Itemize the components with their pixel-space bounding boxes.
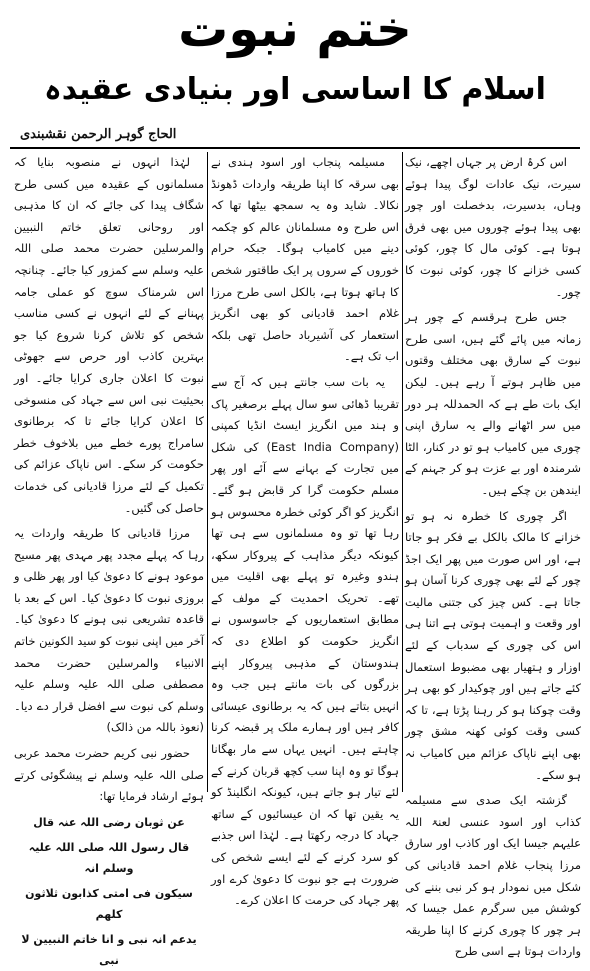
paragraph: حضور نبی کریم حضرت محمد عربی صلی اللہ علیہ وسلم نے پیشگوئی کرتے ہوئے ارشاد فرمایا تھا: [14,746,204,804]
column-left [14,152,204,967]
paragraph: یہ بات سب جانتے ہیں کہ آج سے تقریبا ڈھائی سو سال پہلے برصغیر پاک و ہند میں انگریز ایسٹ انڈیا کمپنی (East India Company) کی شکل میں تجارت کے بہانے سے آئے اور پھر مسلم حکومت گرا کر قابض ہو گئے۔ انگریز کو اگر کوئی خطرہ محسوس ہو رہا تھا تو وہ مسلمانوں سے ہی تھا کیونکہ دیگر مذاہب کے پیروکار سکھ، ہندو وغیرہ تو پہلے بھی اقلیت میں تھے۔ تحریک احمدیت کے مولف کے مطابق استعماریوں کے جاسوسوں نے انگریز حکومت کو اطلاع دی کہ ہندوستان کے مذہبی پیروکار اپنے بزرگوں کی بات مانتے ہیں جب وہ انہیں بتاتے ہیں کہ یہ برطانوی عیسائی کافر ہیں اور ہمارے ملک پر قبضہ کرنا چاہتے ہیں۔ انہیں یہاں سے مار بھگانا ہوگا تو وہ اپنا سب کچھ قربان کرنے کے لئے تیار ہو جاتے ہیں، کیونکہ انگلینڈ کو یہ یقین تھا کہ ان عیسائیوں کے ساتھ جہاد کا درجہ رکھتا ہے۔ لہٰذا اس جذبے کو سرد کرنے کے لئے ایسے شخص کی ضرورت ہے جو نبوت کا دعویٰ کرے اور پھر جہاد کی حرمت کا اعلان کرے۔ [211,374,399,908]
paragraph: جس طرح ہرقسم کے چور ہر زمانہ میں پائے گئے ہیں، اسی طرح نبوت کے سارق بھی مختلف وقتوں میں ظاہر ہوتے آ رہے ہیں۔ لیکن ایک بات طے ہے کہ الحمدللہ ہر دور میں سر اٹھانے والے یہ سارق اپنی چوری میں کامیاب ہو تو در کنار، الٹا شرمندہ اور بے عزت ہو کر جہنم کے ایندھن بن چکے ہیں۔ [405,310,581,497]
hadith-line: قال رسول اللہ صلی اللہ علیہ وسلم انہ [28,840,190,875]
paragraph: اگر چوری کا خطرہ نہ ہو تو خزانے کا مالک بالکل بے فکر ہو جاتا ہے، اور اس صورت میں پھر ایک اجڈ چور کے لئے بھی چوری کرنا آسان ہو جاتا ہے۔ کس چیز کی جتنی مالیت اور وقعت و اہمیت ہوتی ہے اتنا ہی اس کی چوری کے سدباب کے لئے اوزار و ہتھیار بھی مضبوط استعمال کئے جاتے ہیں اور چوکیدار کو بھی ہر وقت چوکنا ہو کر رہنا پڑتا ہے، تا کہ کسی وقت کوئی کھنہ مشق چور بھی اپنے ناپاک عزائم میں کامیاب نہ ہو سکے۔ [405,508,581,782]
column-right [405,152,581,959]
hadith-line: سیکون فی امتی کذابون ثلاثون کلھم [25,886,193,921]
hadith-line: عن ثوبان رضی اللہ عنہ قال [33,815,185,829]
article-subtitle: اسلام کا اساسی اور بنیادی عقیدہ [44,72,546,107]
article-title: ختم نبوت [178,0,412,58]
author-byline: الحاج گوہر الرحمن نقشبندی [20,127,177,142]
header-divider [10,147,580,149]
column-divider [402,152,403,792]
paragraph: مسیلمہ پنجاب اور اسود ہندی نے بھی سرقہ کا اپنا طریقہ واردات ڈھونڈ نکالا۔ شاید وہ یہ سمجھ بیٹھا تھا کہ اس طرح وہ مسلمانان عالم کو چکمہ دینے میں کامیاب ہوگا۔ جبکہ حرام خوروں کے سروں پر ایک طاقتور شخص کا ہاتھ ہوتا ہے، بالکل اسی طرح مرزا غلام احمد قادیانی کو بھی انگریز استعمار کی آشیرباد حاصل تھی بلکہ اب تک ہے۔ [211,155,399,364]
paragraph: مرزا قادیانی کا طریقہ واردات یہ رہا کہ پہلے مجدد پھر مہدی پھر مسیح موعود ہونے کا دعویٰ کیا اور پھر ظلی و بروزی نبوت کا دعویٰ کیا۔ اس کے بعد با قاعدہ تشریعی نبی ہونے کا دعویٰ کیا۔ آخر میں اپنی نبوت کو سید الکونین خاتم الانبیاء والمرسلین حضرت محمد مصطفی صلی اللہ علیہ وسلم علیہ وسلم کی نبوت سے افضل قرار دے دیا۔ (نعوذ باللہ من ذالک) [14,526,204,735]
paragraph: لہٰذا انہوں نے منصوبہ بنایا کہ مسلمانوں کے عقیدہ میں کسی طرح شگاف پیدا کی جائے کہ ان کا مذہبی اور روحانی تعلق خاتم النبیین والمرسلین حضرت محمد صلی اللہ علیہ وسلم سے کمزور کیا جائے۔ چنانچہ اس شرمناک سوچ کو عملی جامہ پہنانے کے لئے انہوں نے کسی مناسب شخص کو تلاش کرنا شروع کیا جو بہترین کاذب اور حرص سے جھوٹی نبوت کا اعلان جاری کرایا جائے۔ اور بحیثیت نبی اس سے جہاد کی منسوخی کا اعلان کرایا جائے تا کہ برطانوی سامراج پورے خطے میں بلاخوف خطر حکومت کر سکے۔ اس ناپاک عزائم کی تکمیل کے لئے مرزا قادیانی کی خدمات حاصل کی گئیں۔ [14,155,204,515]
paragraph: گزشتہ ایک صدی سے مسیلمہ کذاب اور اسود عنسی لعنۃ اللہ علیہم جیسا ایک اور کاذب اور سارق مرزا پنجاب غلام احمد قادیانی کی شکل میں نمودار ہو کر نبی بننے کی کوشش میں سرگرم عمل جیسا کہ ہر چور کا چوری کرنے کا اپنا طریقہ واردات ہوتا ہے اسی طرح [405,793,581,959]
paragraph: اس کرۂ ارض پر جہاں اچھے، نیک سیرت، نیک عادات لوگ پیدا ہوئے وہاں، بدسیرت، بدخصلت اور چور بھی پیدا ہوئے چوروں میں بھی فرق ہوتا ہے۔ کوئی مال کا چور، کوئی کسی خزانے کا چور، کوئی نبوت کا چور۔ [405,155,581,299]
column-divider [207,152,208,792]
column-middle [211,152,399,908]
hadith-line: یدعم انہ نبی و انا خاتم النبیین لا نبی [21,932,197,967]
